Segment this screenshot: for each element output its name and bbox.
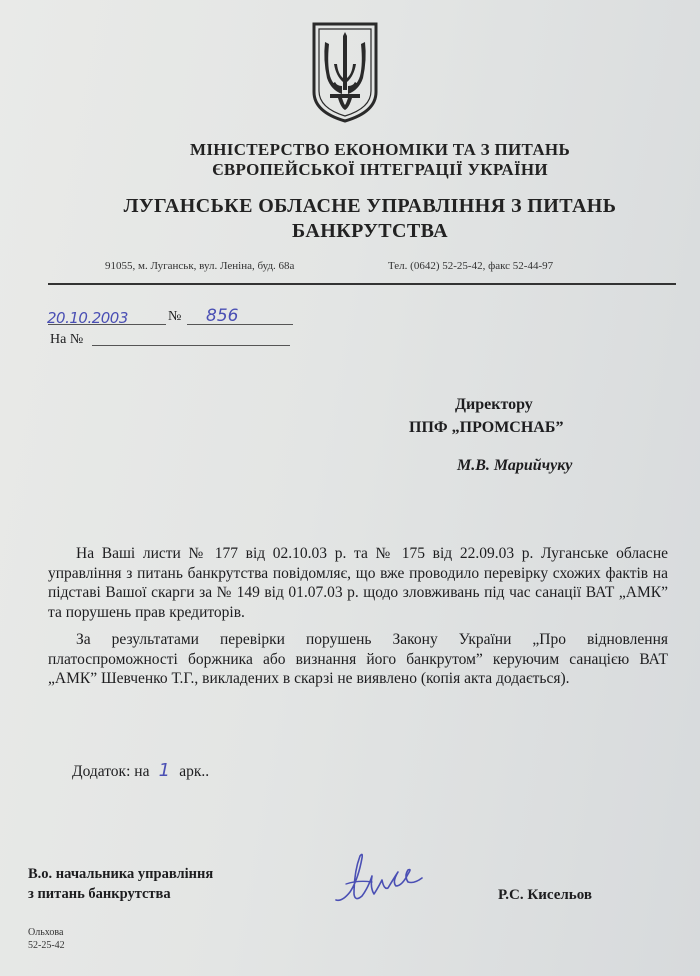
- attachment-count: 1: [158, 760, 171, 781]
- reply-to-label: На №: [50, 332, 84, 347]
- ministry-name-line1: МІНІСТЕРСТВО ЕКОНОМІКИ ТА З ПИТАНЬ: [190, 140, 570, 159]
- handwritten-signature-icon: [328, 842, 428, 912]
- department-name-line2: БАНКРУТСТВА: [292, 220, 448, 242]
- recipient-organization: ППФ „ПРОМСНАБ”: [409, 419, 564, 436]
- header-divider: [48, 283, 676, 285]
- executor-name: Ольхова: [28, 927, 64, 938]
- phone-fax: Тел. (0642) 52-25-42, факс 52-44-97: [388, 260, 554, 272]
- number-underline: [187, 324, 293, 325]
- executor-phone: 52-25-42: [28, 940, 65, 951]
- department-name-line1: ЛУГАНСЬКЕ ОБЛАСНЕ УПРАВЛІННЯ З ПИТАНЬ: [123, 195, 617, 217]
- paragraph-text: На Ваші листи № 177 від 02.10.03 р. та № 175 від 22.09.03 р. Луганське обласне управління з питань банкрутства повідомляє, що вже проводило перевірку схожих фактів на підставі Вашої скарги за № 149 від 01.07.03 р. щодо зловживань під час санації ВАТ „АМК” та порушень прав кредиторів.: [48, 545, 668, 621]
- body-paragraph-1: [48, 544, 668, 622]
- reply-to-underline: [92, 345, 290, 346]
- recipient-name: М.В. Марийчуку: [457, 457, 573, 474]
- ministry-name-line2: ЄВРОПЕЙСЬКОЇ ІНТЕГРАЦІЇ УКРАЇНИ: [212, 160, 548, 179]
- outgoing-date: 20.10.2003: [47, 309, 128, 327]
- recipient-title: Директору: [455, 396, 533, 413]
- date-underline: [48, 324, 166, 325]
- signer-position-line2: з питань банкрутства: [28, 886, 171, 902]
- address: 91055, м. Луганськ, вул. Леніна, буд. 68а: [105, 260, 295, 272]
- signer-position-line1: В.о. начальника управління: [28, 866, 214, 882]
- body-paragraph-2: [48, 630, 668, 689]
- attachment-prefix: Додаток: на: [72, 763, 150, 780]
- attachment-suffix: арк..: [179, 763, 210, 780]
- trident-emblem-icon: [308, 20, 382, 124]
- attachment-note: [72, 760, 209, 781]
- paragraph-text: За результатами перевірки порушень Закону України „Про відновлення платоспроможності боржника або визнання його банкрутом” керуючим санацією ВАТ „АМК” Шевченко Т.Г., викладених в скарзі не виявлено (копія акта додається).: [48, 631, 668, 687]
- outgoing-number: 856: [206, 306, 239, 326]
- signer-name: Р.С. Кисельов: [498, 887, 592, 903]
- number-label: №: [168, 309, 182, 324]
